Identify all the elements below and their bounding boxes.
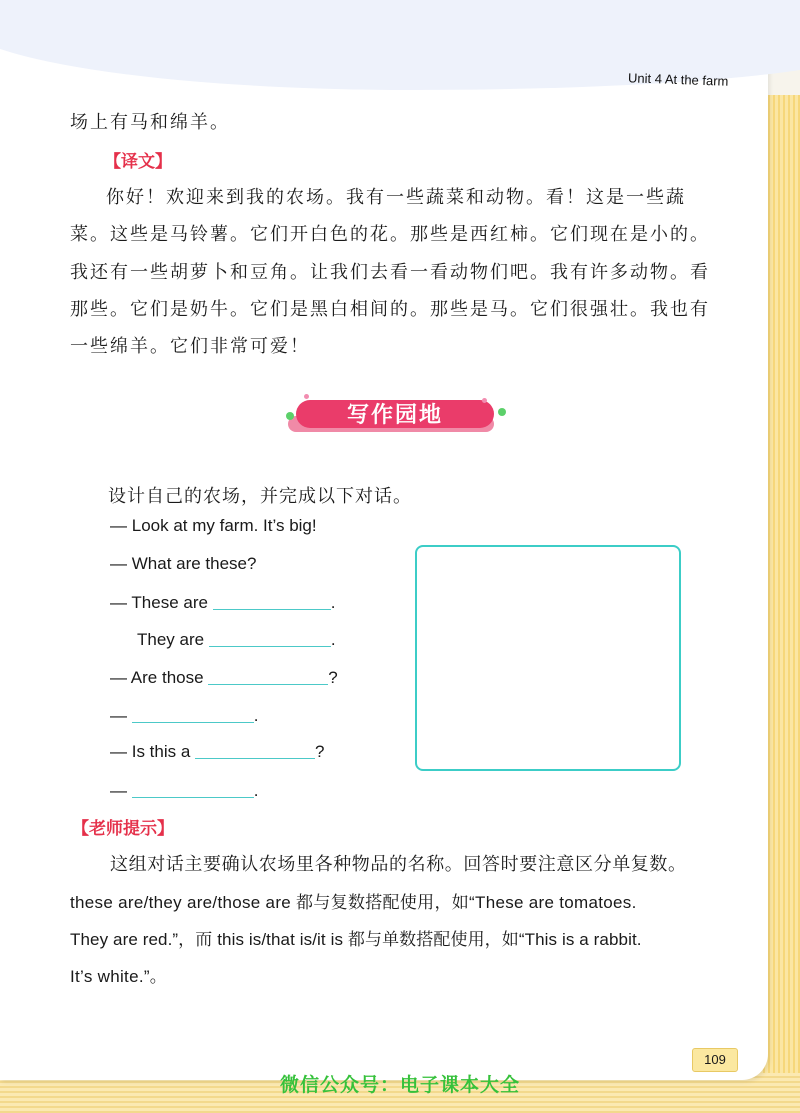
dialogue-line: — Is this a ? [110, 742, 325, 761]
banner-title: 写作园地 [346, 403, 443, 428]
answer-blank[interactable] [213, 591, 331, 610]
writing-section-banner [282, 394, 512, 440]
translation-line: 一些绵羊。它们非常可爱！ [70, 336, 310, 357]
translation-line: 菜。这些是马铃薯。它们开白色的花。那些是西红柿。它们现在是小的。 [70, 224, 710, 245]
watermark: 微信公众号：电子课本大全 [279, 1074, 520, 1096]
farm-drawing-box[interactable] [415, 545, 681, 771]
reading-tail: 场上有马和绵羊。 [70, 112, 230, 133]
dialogue-line: — Are those ? [110, 668, 338, 687]
writing-instruction: 设计自己的农场，并完成以下对话。 [108, 486, 412, 507]
tips-line: 这组对话主要确认农场里各种物品的名称。回答时要注意区分单复数。 [110, 854, 687, 875]
tips-line: They are red.”，而 this is/that is/it is 都与单数搭配使用，如“This is a rabbit. [70, 930, 642, 949]
dot-icon [304, 394, 309, 399]
answer-blank[interactable] [132, 779, 254, 798]
page-number: 109 [692, 1048, 738, 1072]
tips-line: these are/they are/those are 都与复数搭配使用，如“These are tomatoes. [70, 893, 637, 912]
translation-label: 【译文】 [104, 152, 172, 172]
tips-line: It’s white.”。 [70, 967, 168, 986]
dialogue-line: They are . [137, 630, 336, 649]
dot-icon [482, 398, 487, 403]
translation-line: 你好！欢迎来到我的农场。我有一些蔬菜和动物。看！这是一些蔬 [106, 187, 686, 208]
dialogue-line: — . [110, 706, 259, 725]
dot-icon [286, 412, 294, 420]
answer-blank[interactable] [208, 666, 328, 685]
teacher-tips-label: 【老师提示】 [72, 819, 174, 839]
translation-line: 我还有一些胡萝卜和豆角。让我们去看一看动物们吧。我有许多动物。看 [70, 262, 710, 283]
dialogue-line: — Look at my farm. It’s big! [110, 516, 317, 535]
unit-header: Unit 4 At the farm [627, 70, 729, 89]
dot-icon [498, 408, 506, 416]
dialogue-line: — These are . [110, 593, 336, 612]
answer-blank[interactable] [209, 628, 331, 647]
translation-line: 那些。它们是奶牛。它们是黑白相间的。那些是马。它们很强壮。我也有 [70, 299, 710, 320]
dialogue-line: — What are these? [110, 554, 257, 573]
answer-blank[interactable] [132, 704, 254, 723]
answer-blank[interactable] [195, 740, 315, 759]
dialogue-line: — . [110, 781, 259, 800]
